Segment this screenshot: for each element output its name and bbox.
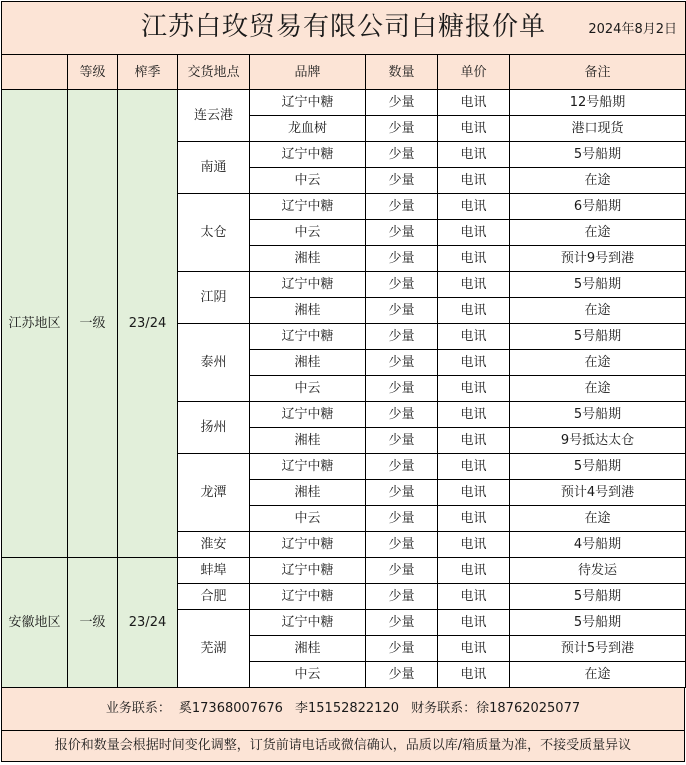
note-cell: 预计9号到港 — [510, 246, 686, 272]
note-cell: 在途 — [510, 220, 686, 246]
season-cell: 23/24 — [118, 90, 178, 558]
quantity-cell: 少量 — [366, 246, 438, 272]
brand-cell: 中云 — [250, 376, 366, 402]
location-cell: 泰州 — [178, 324, 250, 402]
price-cell: 电讯 — [438, 272, 510, 298]
location-cell: 江阴 — [178, 272, 250, 324]
quantity-cell: 少量 — [366, 584, 438, 610]
brand-cell: 辽宁中糖 — [250, 454, 366, 480]
finance-contact: 财务联系：徐18762025077 — [411, 701, 581, 716]
header-grade: 等级 — [68, 55, 118, 90]
price-cell: 电讯 — [438, 558, 510, 584]
note-cell: 5号船期 — [510, 610, 686, 636]
quantity-cell: 少量 — [366, 558, 438, 584]
price-cell: 电讯 — [438, 428, 510, 454]
note-cell: 5号船期 — [510, 324, 686, 350]
page-title: 江苏白玫贸易有限公司白糖报价单 — [140, 12, 546, 42]
location-cell: 龙潭 — [178, 454, 250, 532]
note-cell: 5号船期 — [510, 454, 686, 480]
note-cell: 在途 — [510, 350, 686, 376]
header-location: 交货地点 — [178, 55, 250, 90]
brand-cell: 辽宁中糖 — [250, 194, 366, 220]
header-row — [2, 55, 686, 90]
quantity-cell: 少量 — [366, 350, 438, 376]
price-cell: 电讯 — [438, 402, 510, 428]
brand-cell: 中云 — [250, 506, 366, 532]
price-cell: 电讯 — [438, 142, 510, 168]
note-cell: 在途 — [510, 506, 686, 532]
header-price: 单价 — [438, 55, 510, 90]
price-cell: 电讯 — [438, 662, 510, 688]
note-cell: 9号抵达太仓 — [510, 428, 686, 454]
location-cell: 连云港 — [178, 90, 250, 142]
location-cell: 淮安 — [178, 532, 250, 558]
region-cell: 江苏地区 — [2, 90, 68, 558]
header-region — [2, 55, 68, 90]
price-cell: 电讯 — [438, 246, 510, 272]
contact-line — [2, 688, 684, 731]
price-cell: 电讯 — [438, 298, 510, 324]
brand-cell: 辽宁中糖 — [250, 532, 366, 558]
quantity-cell: 少量 — [366, 480, 438, 506]
note-cell: 在途 — [510, 168, 686, 194]
location-cell: 太仓 — [178, 194, 250, 272]
brand-cell: 中云 — [250, 662, 366, 688]
price-cell: 电讯 — [438, 116, 510, 142]
contact-1: 奚17368007676 — [178, 701, 283, 716]
location-cell: 芜湖 — [178, 610, 250, 688]
quantity-cell: 少量 — [366, 402, 438, 428]
price-table — [1, 1, 686, 688]
price-cell: 电讯 — [438, 506, 510, 532]
disclaimer: 报价和数量会根据时间变化调整，订货前请电话或微信确认，品质以库/箱质量为准，不接受质量异议 — [54, 738, 632, 753]
quantity-cell: 少量 — [366, 454, 438, 480]
brand-cell: 辽宁中糖 — [250, 324, 366, 350]
brand-cell: 中云 — [250, 168, 366, 194]
quantity-cell: 少量 — [366, 636, 438, 662]
quantity-cell: 少量 — [366, 194, 438, 220]
season-cell: 23/24 — [118, 558, 178, 688]
price-cell: 电讯 — [438, 350, 510, 376]
contact-2: 李15152822120 — [295, 701, 399, 716]
price-cell: 电讯 — [438, 324, 510, 350]
quantity-cell: 少量 — [366, 662, 438, 688]
contact-label: 业务联系： — [105, 701, 171, 716]
quote-date: 2024年8月2日 — [588, 22, 677, 37]
note-cell: 4号船期 — [510, 532, 686, 558]
quantity-cell: 少量 — [366, 272, 438, 298]
brand-cell: 辽宁中糖 — [250, 272, 366, 298]
price-cell: 电讯 — [438, 584, 510, 610]
brand-cell: 辽宁中糖 — [250, 610, 366, 636]
note-cell: 在途 — [510, 662, 686, 688]
note-cell: 5号船期 — [510, 584, 686, 610]
brand-cell: 湘桂 — [250, 480, 366, 506]
location-cell: 扬州 — [178, 402, 250, 454]
price-cell: 电讯 — [438, 532, 510, 558]
table-row — [2, 558, 686, 584]
header-note: 备注 — [510, 55, 686, 90]
note-cell: 12号船期 — [510, 90, 686, 116]
quantity-cell: 少量 — [366, 168, 438, 194]
brand-cell: 龙血树 — [250, 116, 366, 142]
quantity-cell: 少量 — [366, 324, 438, 350]
location-cell: 南通 — [178, 142, 250, 194]
brand-cell: 辽宁中糖 — [250, 90, 366, 116]
note-cell: 在途 — [510, 298, 686, 324]
price-sheet — [1, 1, 685, 763]
note-cell: 5号船期 — [510, 142, 686, 168]
price-cell: 电讯 — [438, 220, 510, 246]
price-cell: 电讯 — [438, 610, 510, 636]
brand-cell: 辽宁中糖 — [250, 558, 366, 584]
note-cell: 待发运 — [510, 558, 686, 584]
note-cell: 预计4号到港 — [510, 480, 686, 506]
quantity-cell: 少量 — [366, 116, 438, 142]
header-season: 榨季 — [118, 55, 178, 90]
quantity-cell: 少量 — [366, 298, 438, 324]
quantity-cell: 少量 — [366, 532, 438, 558]
price-cell: 电讯 — [438, 168, 510, 194]
title-cell — [2, 2, 686, 55]
grade-cell: 一级 — [68, 90, 118, 558]
brand-cell: 辽宁中糖 — [250, 142, 366, 168]
note-cell: 港口现货 — [510, 116, 686, 142]
note-cell: 6号船期 — [510, 194, 686, 220]
brand-cell: 湘桂 — [250, 246, 366, 272]
note-cell: 5号船期 — [510, 402, 686, 428]
price-cell: 电讯 — [438, 480, 510, 506]
quantity-cell: 少量 — [366, 142, 438, 168]
location-cell: 蚌埠 — [178, 558, 250, 584]
brand-cell: 辽宁中糖 — [250, 584, 366, 610]
price-cell: 电讯 — [438, 376, 510, 402]
region-cell: 安徽地区 — [2, 558, 68, 688]
grade-cell: 一级 — [68, 558, 118, 688]
quantity-cell: 少量 — [366, 376, 438, 402]
quantity-cell: 少量 — [366, 90, 438, 116]
quantity-cell: 少量 — [366, 506, 438, 532]
quantity-cell: 少量 — [366, 610, 438, 636]
brand-cell: 中云 — [250, 220, 366, 246]
brand-cell: 湘桂 — [250, 298, 366, 324]
note-cell: 5号船期 — [510, 272, 686, 298]
table-body — [2, 2, 686, 688]
header-brand: 品牌 — [250, 55, 366, 90]
footer — [1, 688, 685, 762]
price-cell: 电讯 — [438, 454, 510, 480]
brand-cell: 湘桂 — [250, 428, 366, 454]
note-cell: 在途 — [510, 376, 686, 402]
quantity-cell: 少量 — [366, 428, 438, 454]
brand-cell: 辽宁中糖 — [250, 402, 366, 428]
location-cell: 合肥 — [178, 584, 250, 610]
price-cell: 电讯 — [438, 90, 510, 116]
price-cell: 电讯 — [438, 636, 510, 662]
brand-cell: 湘桂 — [250, 636, 366, 662]
price-cell: 电讯 — [438, 194, 510, 220]
table-row — [2, 90, 686, 116]
brand-cell: 湘桂 — [250, 350, 366, 376]
header-quantity: 数量 — [366, 55, 438, 90]
quantity-cell: 少量 — [366, 220, 438, 246]
note-cell: 预计5号到港 — [510, 636, 686, 662]
